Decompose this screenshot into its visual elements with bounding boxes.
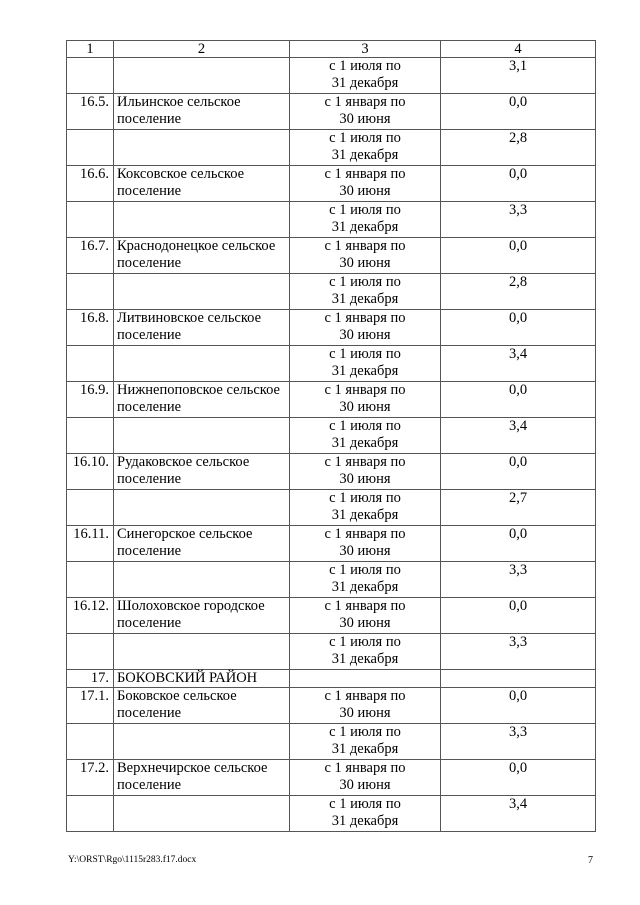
table-row <box>67 688 596 724</box>
value-cell: 3,3 <box>441 634 596 670</box>
settlement-name: Шолоховское городское поселение <box>114 598 290 634</box>
settlement-name: Верхнечирское сельское поселение <box>114 760 290 796</box>
footer-page-number: 7 <box>588 855 593 866</box>
settlement-name <box>114 796 290 832</box>
settlement-name: Нижнепоповское сельское поселение <box>114 382 290 418</box>
period-end: 31 декабря <box>331 507 399 523</box>
period-cell <box>290 634 441 670</box>
row-number: 16.6. <box>67 166 114 202</box>
period-cell <box>290 274 441 310</box>
section-row <box>67 670 596 688</box>
value-cell: 0,0 <box>441 166 596 202</box>
period-cell <box>290 490 441 526</box>
settlement-name <box>114 724 290 760</box>
period-end: 31 декабря <box>331 741 399 757</box>
row-number: 17.2. <box>67 760 114 796</box>
period-cell <box>290 202 441 238</box>
period-start: с 1 июля по <box>329 490 401 506</box>
value-cell: 3,4 <box>441 418 596 454</box>
row-number <box>67 796 114 832</box>
period-cell <box>290 166 441 202</box>
period-start: с 1 июля по <box>329 562 401 578</box>
period-end: 30 июня <box>339 327 391 343</box>
settlement-name <box>114 418 290 454</box>
value-cell: 0,0 <box>441 310 596 346</box>
table-row <box>67 598 596 634</box>
period-cell <box>290 58 441 94</box>
table-row <box>67 130 596 166</box>
settlement-name <box>114 490 290 526</box>
period-start: с 1 января по <box>324 310 406 326</box>
period-start: с 1 июля по <box>329 418 401 434</box>
period-start: с 1 января по <box>324 454 406 470</box>
period-cell <box>290 796 441 832</box>
settlement-name <box>114 346 290 382</box>
period-cell <box>290 760 441 796</box>
settlement-name <box>114 274 290 310</box>
period-end: 31 декабря <box>331 147 399 163</box>
table-row <box>67 724 596 760</box>
row-number <box>67 634 114 670</box>
period-cell <box>290 418 441 454</box>
row-number <box>67 58 114 94</box>
value-cell: 0,0 <box>441 760 596 796</box>
period-cell <box>290 346 441 382</box>
row-number <box>67 418 114 454</box>
settlement-name: Ильинское сельское поселение <box>114 94 290 130</box>
row-number <box>67 724 114 760</box>
period-start: с 1 января по <box>324 238 406 254</box>
row-number: 16.10. <box>67 454 114 490</box>
settlement-name <box>114 58 290 94</box>
period-cell <box>290 130 441 166</box>
value-cell: 0,0 <box>441 526 596 562</box>
period-start: с 1 января по <box>324 526 406 542</box>
period-end: 31 декабря <box>331 219 399 235</box>
table-row <box>67 760 596 796</box>
value-cell: 0,0 <box>441 382 596 418</box>
value-cell: 0,0 <box>441 94 596 130</box>
row-number: 16.11. <box>67 526 114 562</box>
period-end: 31 декабря <box>331 813 399 829</box>
table-row <box>67 58 596 94</box>
period-start: с 1 января по <box>324 94 406 110</box>
row-number: 17.1. <box>67 688 114 724</box>
table-row <box>67 454 596 490</box>
period-cell <box>290 310 441 346</box>
value-cell: 0,0 <box>441 238 596 274</box>
period-end: 30 июня <box>339 705 391 721</box>
period-end: 30 июня <box>339 183 391 199</box>
table-row <box>67 346 596 382</box>
period-start: с 1 июля по <box>329 724 401 740</box>
period-cell <box>290 562 441 598</box>
table-row <box>67 526 596 562</box>
period-end: 30 июня <box>339 471 391 487</box>
period-cell <box>290 454 441 490</box>
row-number <box>67 130 114 166</box>
value-cell: 3,4 <box>441 796 596 832</box>
footer-file-path: Y:\ORST\Rgo\1115r283.f17.docx <box>68 855 197 865</box>
table-row <box>67 274 596 310</box>
table-row <box>67 166 596 202</box>
period-cell <box>290 688 441 724</box>
column-header-2: 2 <box>114 41 290 58</box>
table-row <box>67 562 596 598</box>
period-end: 30 июня <box>339 399 391 415</box>
value-cell: 2,7 <box>441 490 596 526</box>
table-row <box>67 796 596 832</box>
period-cell <box>290 382 441 418</box>
row-number: 16.8. <box>67 310 114 346</box>
row-number: 16.7. <box>67 238 114 274</box>
value-cell: 3,1 <box>441 58 596 94</box>
value-cell: 3,4 <box>441 346 596 382</box>
row-number <box>67 274 114 310</box>
value-cell: 2,8 <box>441 130 596 166</box>
period-start: с 1 июля по <box>329 202 401 218</box>
settlement-name: Литвиновское сельское поселение <box>114 310 290 346</box>
table-row <box>67 310 596 346</box>
period-end: 31 декабря <box>331 651 399 667</box>
settlement-name <box>114 562 290 598</box>
period-start: с 1 января по <box>324 382 406 398</box>
value-cell: 2,8 <box>441 274 596 310</box>
column-header-3: 3 <box>290 41 441 58</box>
row-number <box>67 346 114 382</box>
period-end: 30 июня <box>339 777 391 793</box>
tariff-table <box>66 40 596 832</box>
period-cell <box>290 94 441 130</box>
row-number <box>67 562 114 598</box>
period-start: с 1 января по <box>324 166 406 182</box>
table-row <box>67 490 596 526</box>
period-cell <box>290 724 441 760</box>
settlement-name: Рудаковское сельское поселение <box>114 454 290 490</box>
table-header-row <box>67 41 596 58</box>
period-end: 30 июня <box>339 111 391 127</box>
value-cell <box>441 670 596 688</box>
period-end: 30 июня <box>339 255 391 271</box>
value-cell: 3,3 <box>441 562 596 598</box>
value-cell: 0,0 <box>441 598 596 634</box>
table-row <box>67 382 596 418</box>
section-title: БОКОВСКИЙ РАЙОН <box>114 670 290 688</box>
table-row <box>67 238 596 274</box>
period-start: с 1 июля по <box>329 130 401 146</box>
value-cell: 0,0 <box>441 454 596 490</box>
value-cell: 0,0 <box>441 688 596 724</box>
period-start: с 1 июля по <box>329 346 401 362</box>
table-row <box>67 202 596 238</box>
period-start: с 1 января по <box>324 760 406 776</box>
column-header-4: 4 <box>441 41 596 58</box>
table-row <box>67 94 596 130</box>
period-start: с 1 января по <box>324 688 406 704</box>
period-end: 31 декабря <box>331 291 399 307</box>
value-cell: 3,3 <box>441 202 596 238</box>
row-number: 16.5. <box>67 94 114 130</box>
value-cell: 3,3 <box>441 724 596 760</box>
row-number <box>67 490 114 526</box>
table-row <box>67 418 596 454</box>
period-cell <box>290 526 441 562</box>
period-start: с 1 июля по <box>329 634 401 650</box>
settlement-name <box>114 202 290 238</box>
period-end: 31 декабря <box>331 435 399 451</box>
settlement-name: Боковское сельское поселение <box>114 688 290 724</box>
row-number: 16.9. <box>67 382 114 418</box>
settlement-name: Краснодонецкое сельское поселение <box>114 238 290 274</box>
column-header-1: 1 <box>67 41 114 58</box>
row-number <box>67 202 114 238</box>
row-number: 16.12. <box>67 598 114 634</box>
period-start: с 1 июля по <box>329 796 401 812</box>
period-end: 31 декабря <box>331 579 399 595</box>
period-end: 30 июня <box>339 615 391 631</box>
period-end: 31 декабря <box>331 363 399 379</box>
period-cell <box>290 238 441 274</box>
period-start: с 1 января по <box>324 598 406 614</box>
table-row <box>67 634 596 670</box>
table-body <box>67 58 596 832</box>
settlement-name: Синегорское сельское поселение <box>114 526 290 562</box>
period-start: с 1 июля по <box>329 274 401 290</box>
settlement-name <box>114 634 290 670</box>
row-number: 17. <box>67 670 114 688</box>
settlement-name: Коксовское сельское поселение <box>114 166 290 202</box>
period-cell <box>290 598 441 634</box>
period-end: 31 декабря <box>331 75 399 91</box>
period-end: 30 июня <box>339 543 391 559</box>
period-start: с 1 июля по <box>329 58 401 74</box>
period-cell <box>290 670 441 688</box>
settlement-name <box>114 130 290 166</box>
